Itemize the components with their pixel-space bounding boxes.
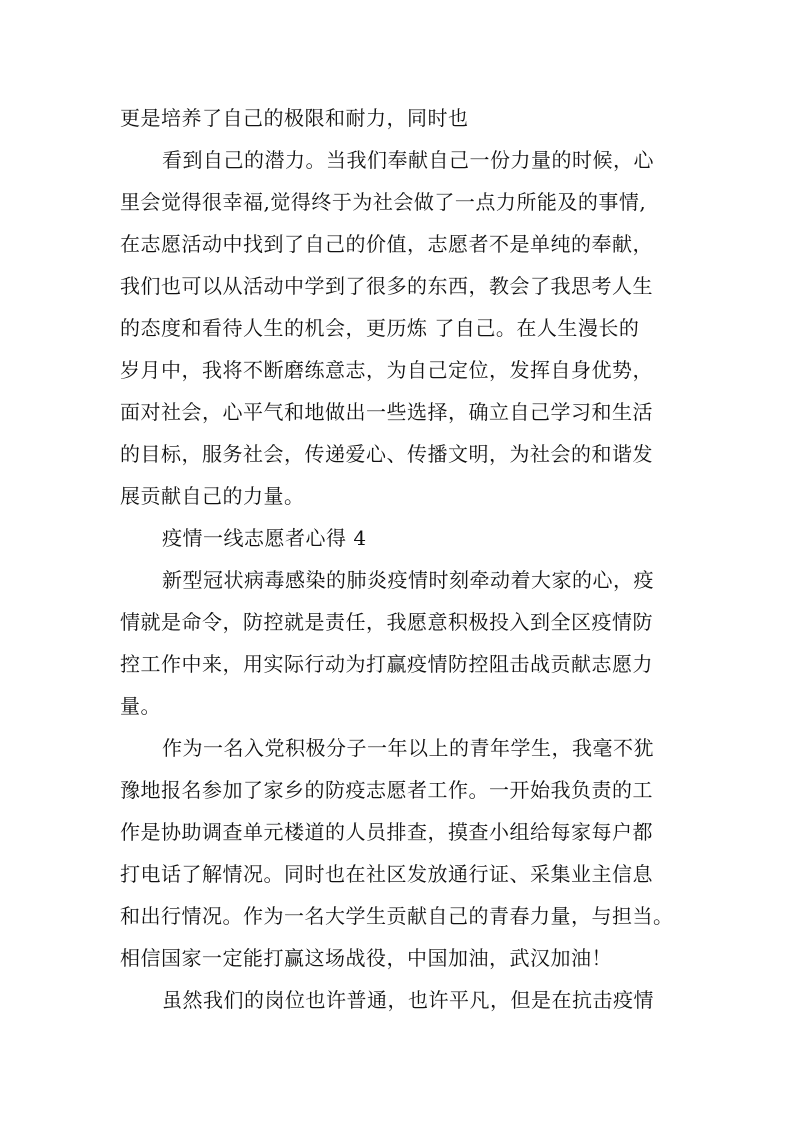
text-line: 豫地报名参加了家乡的防疫志愿者工作。一开始我负责的工: [120, 778, 653, 802]
text-line: 控工作中来，用实际行动为打赢疫情防控阻击战贡献志愿力: [120, 652, 653, 676]
text-line: 情就是命令，防控就是责任，我愿意积极投入到全区疫情防: [120, 610, 653, 634]
text-line: 新型冠状病毒感染的肺炎疫情时刻牵动着大家的心，疫: [162, 568, 654, 592]
text-line: 的态度和看待人生的机会，更历炼 了自己。在人生漫长的: [120, 316, 640, 340]
text-line: 量。: [120, 694, 161, 718]
text-line: 我们也可以从活动中学到了很多的东西，教会了我思考人生: [120, 274, 653, 298]
text-line: 面对社会，心平气和地做出一些选择，确立自己学习和生活: [120, 400, 653, 424]
text-line: 虽然我们的岗位也许普通，也许平凡，但是在抗击疫情: [162, 988, 654, 1012]
text-line: 的目标，服务社会，传递爱心、传播文明，为社会的和谐发: [120, 442, 653, 466]
text-line: 在志愿活动中找到了自己的价值，志愿者不是单纯的奉献，: [120, 232, 653, 256]
text-line: 作是协助调查单元楼道的人员排查，摸查小组给每家每户都: [120, 820, 653, 844]
text-line: 相信国家一定能打赢这场战役，中国加油，武汉加油！: [120, 946, 612, 970]
text-line: 打电话了解情况。同时也在社区发放通行证、采集业主信息: [120, 862, 653, 886]
text-line: 作为一名入党积极分子一年以上的青年学生，我毫不犹: [162, 736, 654, 760]
text-line: 岁月中，我将不断磨练意志，为自己定位，发挥自身优势，: [120, 358, 653, 382]
text-line: 更是培养了自己的极限和耐力，同时也: [120, 106, 469, 130]
text-line: 展贡献自己的力量。: [120, 484, 305, 508]
text-line: 看到自己的潜力。当我们奉献自己一份力量的时候，心: [162, 148, 654, 172]
text-line: 和出行情况。作为一名大学生贡献自己的青春力量，与担当。: [120, 904, 674, 928]
text-line: 里会觉得很幸福,觉得终于为社会做了一点力所能及的事情,: [120, 190, 647, 214]
section-heading: 疫情一线志愿者心得 4: [162, 526, 367, 550]
